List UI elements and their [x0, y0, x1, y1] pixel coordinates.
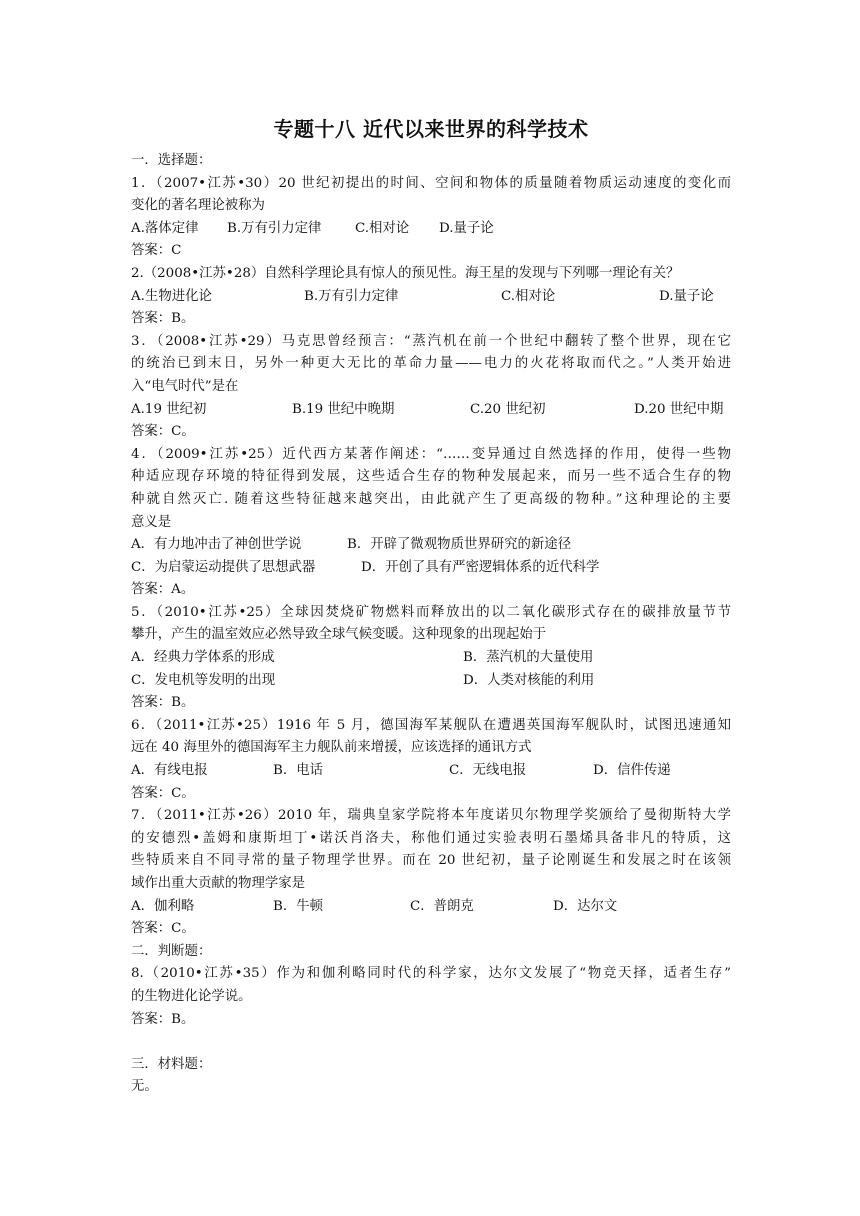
- option-b: B．电话: [273, 763, 324, 779]
- question-8-stem-cont: 的生物进化论学说。: [131, 988, 252, 1004]
- spacer: [131, 1031, 731, 1054]
- question-7-stem-cont2: 些特质来自不同寻常的量子物理学世界。而在 20 世纪初，量子论刚诞生和发展之时在该领: [131, 853, 731, 869]
- question-4-stem: 4．（2009•江苏•25）近代西方某著作阐述：“……变异通过自然选择的作用，使得一些物: [131, 446, 731, 462]
- question-7-stem: 7．（2011•江苏•26）2010 年，瑞典皇家学院将本年度诺贝尔物理学奖颁给了曼彻斯特大学: [131, 808, 731, 824]
- question-1-options: [131, 218, 731, 241]
- option-d: D．信件传递: [593, 763, 671, 779]
- option-b: B.万有引力定律: [304, 288, 399, 304]
- question-5-stem: 5．（2010•江苏•25）全球因焚烧矿物燃料而释放出的以二氧化碳形式存在的碳排放量节节: [131, 604, 731, 620]
- option-c: C．发电机等发明的出现: [131, 672, 276, 688]
- section-heading-choice: 一．选择题：: [131, 153, 212, 168]
- option-b: B．开辟了微观物质世界研究的新途径: [347, 537, 572, 553]
- question-5-options-row1: [131, 647, 731, 670]
- question-4-options-row1: [131, 534, 731, 557]
- option-b: B.19 世纪中晚期: [292, 401, 395, 417]
- material-body: 无。: [131, 1079, 158, 1095]
- option-b: B.万有引力定律: [227, 220, 322, 236]
- question-4-stem-cont: 种适应现存环境的特征得到发展，这些适合生存的物种发展起来，而另一些不适合生存的物: [131, 469, 731, 485]
- option-d: D.量子论: [659, 288, 714, 304]
- question-3-answer: 答案：C。: [131, 424, 195, 440]
- option-a: A.落体定律: [131, 220, 199, 236]
- option-a: A．经典力学体系的形成: [131, 650, 275, 666]
- question-7-answer: 答案：C。: [131, 921, 195, 937]
- option-d: D．人类对核能的利用: [463, 672, 595, 688]
- question-3-options: [131, 399, 731, 422]
- question-3-stem-cont: 的统治已到末日，另外一种更大无比的革命力量——电力的火花将取而代之。”人类开始进: [131, 356, 731, 372]
- question-7-stem-end: 域作出重大贡献的物理学家是: [131, 876, 306, 891]
- question-4-answer: 答案：A。: [131, 582, 195, 598]
- question-4-stem-cont2: 种就自然灭亡. 随着这些特征越来越突出，由此就产生了更高级的物种。”这种理论的主要: [131, 491, 731, 507]
- option-c: C．为启蒙运动提供了思想武器: [131, 559, 316, 575]
- option-a: A．有力地冲击了神创世学说: [131, 537, 302, 553]
- section-heading-judge: 二．判断题：: [131, 943, 212, 959]
- option-d: D.量子论: [439, 220, 494, 236]
- question-2-answer: 答案：B。: [131, 311, 195, 327]
- question-1-answer: 答案：C: [131, 243, 182, 259]
- question-5-stem-cont: 攀升，产生的温室效应必然导致全球气候变暖。这种现象的出现起始于: [131, 627, 547, 643]
- option-d: D．达尔文: [553, 898, 618, 914]
- question-6-stem: 6．（2011•江苏•25）1916 年 5 月，德国海军某舰队在遭遇英国海军舰队时，试图迅速通知: [131, 717, 731, 733]
- question-8-stem: 8.（2010•江苏•35）作为和伽利略同时代的科学家，达尔文发展了“物竞天择，适者生存”: [131, 966, 731, 982]
- question-2-stem: 2.（2008•江苏•28）自然科学理论具有惊人的预见性。海王星的发现与下列哪一理论有关？: [131, 265, 680, 281]
- option-a: A．伽利略: [131, 898, 195, 914]
- question-8-answer: 答案：B。: [131, 1011, 195, 1027]
- question-6-options: [131, 760, 731, 783]
- option-a: A．有线电报: [131, 763, 208, 779]
- question-1-stem: 1．（2007•江苏•30）20 世纪初提出的时间、空间和物体的质量随着物质运动速度的变化而: [131, 175, 731, 191]
- option-a: A.生物进化论: [131, 288, 212, 304]
- option-c: C.相对论: [501, 288, 556, 304]
- question-4-stem-end: 意义是: [131, 514, 172, 530]
- option-d: D.20 世纪中期: [634, 401, 724, 417]
- option-c: C.20 世纪初: [470, 401, 546, 417]
- question-6-answer: 答案：C。: [131, 785, 195, 801]
- question-5-options-row2: [131, 670, 731, 693]
- question-7-options: [131, 896, 731, 919]
- question-3-stem: 3．（2008•江苏•29）马克思曾经预言：“蒸汽机在前一个世纪中翻转了整个世界，现在它: [131, 333, 731, 349]
- question-6-stem-cont: 远在 40 海里外的德国海军主力舰队前来增援，应该选择的通讯方式: [131, 740, 532, 756]
- question-2-options: [131, 286, 731, 309]
- page-title: 专题十八 近代以来世界的科学技术: [273, 117, 589, 141]
- question-7-stem-cont: 的安德烈•盖姆和康斯坦丁•诺沃肖洛夫，称他们通过实验表明石墨烯具备非凡的特质，这: [131, 830, 731, 846]
- question-5-answer: 答案：B。: [131, 695, 195, 711]
- option-c: C．普朗克: [410, 898, 474, 914]
- question-3-stem-end: 入“电气时代”是在: [131, 378, 239, 394]
- option-b: B．牛顿: [273, 898, 324, 914]
- option-d: D．开创了具有严密逻辑体系的近代科学: [361, 559, 600, 575]
- option-c: C．无线电报: [449, 763, 527, 779]
- question-4-options-row2: [131, 557, 731, 580]
- question-1-stem-cont: 变化的著名理论被称为: [131, 198, 265, 214]
- option-b: B．蒸汽机的大量使用: [463, 650, 594, 666]
- option-a: A.19 世纪初: [131, 401, 207, 417]
- option-c: C.相对论: [355, 220, 410, 236]
- document-page: [131, 112, 731, 1099]
- section-heading-material: 三．材料题：: [131, 1056, 212, 1072]
